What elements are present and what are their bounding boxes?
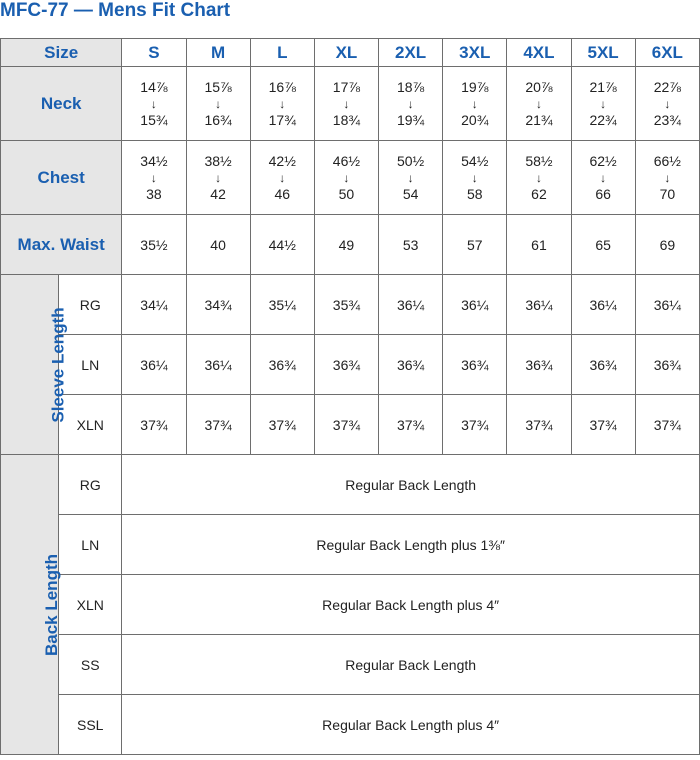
neck-to-value: 17¾ (268, 111, 296, 128)
sleeve-length-value: 36¼ (379, 275, 443, 335)
sleeve-length-value: 37¾ (122, 395, 186, 455)
table-row (1, 67, 700, 141)
chest-to-value: 66 (595, 185, 611, 202)
chest-label: Chest (1, 141, 122, 215)
neck-range (636, 78, 699, 130)
arrow-down-icon: ↓ (407, 96, 414, 111)
chest-range (122, 152, 185, 204)
max-waist-value: 35½ (122, 215, 186, 275)
neck-from-value: 16⅞ (268, 78, 296, 95)
sleeve-fit-code: XLN (59, 395, 122, 455)
chest-range (636, 152, 699, 204)
max-waist-value: 57 (443, 215, 507, 275)
neck-from-value: 22⅞ (653, 78, 681, 95)
sleeve-length-group (1, 275, 68, 455)
sleeve-length-value: 37¾ (186, 395, 250, 455)
sleeve-length-value: 37¾ (443, 395, 507, 455)
size-column-header: L (250, 39, 314, 67)
chest-range-cell (122, 141, 186, 215)
arrow-down-icon: ↓ (471, 96, 478, 111)
neck-from-value: 14⅞ (140, 78, 168, 95)
back-length-group (1, 455, 62, 755)
back-length-description: Regular Back Length plus 4″ (122, 575, 700, 635)
arrow-down-icon: ↓ (664, 96, 671, 111)
arrow-down-icon: ↓ (535, 170, 542, 185)
sleeve-length-label: Sleeve Length (48, 306, 68, 423)
max-waist-value: 53 (379, 215, 443, 275)
chest-range-cell (571, 141, 635, 215)
size-column-header: M (186, 39, 250, 67)
neck-from-value: 19⅞ (461, 78, 489, 95)
chest-from-value: 62½ (589, 152, 617, 169)
sleeve-fit-code: RG (59, 275, 122, 335)
chest-to-value: 50 (338, 185, 355, 202)
neck-range-cell (507, 67, 571, 141)
chest-to-value: 38 (146, 185, 162, 202)
sleeve-length-value: 36¾ (507, 335, 571, 395)
size-column-header: 6XL (635, 39, 699, 67)
sleeve-length-value: 37¾ (379, 395, 443, 455)
neck-from-value: 18⅞ (396, 78, 425, 95)
sleeve-length-value: 36¼ (507, 275, 571, 335)
sleeve-length-value: 36¾ (379, 335, 443, 395)
chest-to-value: 42 (210, 185, 226, 202)
chest-range-cell (635, 141, 699, 215)
back-length-description: Regular Back Length (122, 455, 700, 515)
arrow-down-icon: ↓ (407, 170, 414, 185)
chart-title: MFC-77 — Mens Fit Chart (0, 0, 231, 21)
chest-range-cell (507, 141, 571, 215)
table-row (1, 695, 700, 755)
arrow-down-icon: ↓ (343, 96, 350, 111)
size-column-header: XL (314, 39, 378, 67)
size-column-header: 3XL (443, 39, 507, 67)
sleeve-length-value: 36¾ (250, 335, 314, 395)
neck-from-value: 21⅞ (589, 78, 617, 95)
sleeve-fit-code: LN (59, 335, 122, 395)
arrow-down-icon: ↓ (343, 170, 350, 185)
neck-to-value: 22¾ (589, 111, 617, 128)
neck-range (122, 78, 185, 130)
chest-to-value: 54 (402, 185, 419, 202)
neck-from-value: 15⅞ (204, 78, 232, 95)
size-column-header: 2XL (379, 39, 443, 67)
sleeve-length-value: 36¼ (186, 335, 250, 395)
sleeve-length-value: 36¾ (571, 335, 635, 395)
neck-range-cell (122, 67, 186, 141)
chest-to-value: 62 (531, 185, 547, 202)
back-fit-code: LN (59, 515, 122, 575)
chest-range-cell (379, 141, 443, 215)
chest-to-value: 58 (466, 185, 483, 202)
chest-from-value: 54½ (461, 152, 489, 169)
neck-range-cell (314, 67, 378, 141)
chest-range-cell (186, 141, 250, 215)
back-length-description: Regular Back Length (122, 635, 700, 695)
back-length-description: Regular Back Length plus 4″ (122, 695, 700, 755)
table-row (1, 635, 700, 695)
sleeve-length-value: 35¾ (314, 275, 378, 335)
sleeve-length-value: 36¼ (122, 335, 186, 395)
chest-range-cell (314, 141, 378, 215)
table-row (1, 575, 700, 635)
fit-chart-table (0, 38, 700, 755)
back-fit-code: SSL (59, 695, 122, 755)
neck-range (443, 78, 506, 130)
arrow-down-icon: ↓ (471, 170, 478, 185)
chest-from-value: 34½ (140, 152, 168, 169)
neck-range (187, 78, 250, 130)
chest-from-value: 58½ (525, 152, 553, 169)
size-column-header: 4XL (507, 39, 571, 67)
chest-range (379, 152, 442, 204)
neck-to-value: 20¾ (461, 111, 489, 128)
max-waist-value: 44½ (250, 215, 314, 275)
sleeve-length-value: 37¾ (314, 395, 378, 455)
arrow-down-icon: ↓ (215, 170, 222, 185)
size-column-header: 5XL (571, 39, 635, 67)
chest-from-value: 38½ (204, 152, 232, 169)
back-fit-code: SS (59, 635, 122, 695)
neck-to-value: 18¾ (332, 111, 361, 128)
sleeve-length-value: 37¾ (507, 395, 571, 455)
neck-range-cell (186, 67, 250, 141)
neck-range (507, 78, 570, 130)
sleeve-length-value: 34¼ (122, 275, 186, 335)
chest-from-value: 46½ (332, 152, 361, 169)
table-row (1, 455, 700, 515)
chest-from-value: 66½ (653, 152, 681, 169)
chest-range (572, 152, 635, 204)
chest-range (507, 152, 570, 204)
max-waist-value: 65 (571, 215, 635, 275)
back-fit-code: RG (59, 455, 122, 515)
arrow-down-icon: ↓ (600, 96, 607, 111)
chest-from-value: 50½ (396, 152, 425, 169)
chest-range-cell (250, 141, 314, 215)
sleeve-length-value: 36¾ (635, 335, 699, 395)
back-length-description: Regular Back Length plus 1⅜″ (122, 515, 700, 575)
sleeve-length-value: 36¾ (314, 335, 378, 395)
chest-range-cell (443, 141, 507, 215)
arrow-down-icon: ↓ (150, 96, 157, 111)
neck-to-value: 16¾ (204, 111, 232, 128)
arrow-down-icon: ↓ (279, 170, 286, 185)
sleeve-length-value: 36¼ (443, 275, 507, 335)
table-row (1, 275, 700, 335)
table-row (1, 335, 700, 395)
arrow-down-icon: ↓ (150, 170, 157, 185)
neck-range (379, 78, 442, 130)
sleeve-length-value: 35¼ (250, 275, 314, 335)
arrow-down-icon: ↓ (279, 96, 286, 111)
neck-range (251, 78, 314, 130)
neck-range (315, 78, 378, 130)
chest-from-value: 42½ (268, 152, 296, 169)
neck-range-cell (443, 67, 507, 141)
table-row (1, 395, 700, 455)
neck-to-value: 15¾ (140, 111, 168, 128)
neck-from-value: 20⅞ (525, 78, 553, 95)
table-row (1, 39, 700, 67)
neck-range-cell (571, 67, 635, 141)
chest-range (187, 152, 250, 204)
chest-range (251, 152, 314, 204)
arrow-down-icon: ↓ (600, 170, 607, 185)
neck-from-value: 17⅞ (332, 78, 361, 95)
neck-range-cell (250, 67, 314, 141)
sleeve-length-value: 36¼ (571, 275, 635, 335)
back-length-label: Back Length (42, 553, 62, 656)
table-row (1, 141, 700, 215)
sleeve-length-value: 36¼ (635, 275, 699, 335)
neck-to-value: 21¾ (525, 111, 553, 128)
sleeve-length-value: 37¾ (635, 395, 699, 455)
neck-range (572, 78, 635, 130)
table-row (1, 215, 700, 275)
sleeve-length-value: 36¾ (443, 335, 507, 395)
arrow-down-icon: ↓ (664, 170, 671, 185)
arrow-down-icon: ↓ (215, 96, 222, 111)
max-waist-label: Max. Waist (1, 215, 122, 275)
table-row (1, 515, 700, 575)
neck-to-value: 23¾ (653, 111, 681, 128)
size-header: Size (1, 39, 122, 67)
max-waist-value: 69 (635, 215, 699, 275)
chest-to-value: 70 (659, 185, 676, 202)
max-waist-value: 49 (314, 215, 378, 275)
arrow-down-icon: ↓ (535, 96, 542, 111)
back-fit-code: XLN (59, 575, 122, 635)
max-waist-value: 61 (507, 215, 571, 275)
size-column-header: S (122, 39, 186, 67)
neck-range-cell (379, 67, 443, 141)
sleeve-length-value: 37¾ (250, 395, 314, 455)
chest-range (443, 152, 506, 204)
sleeve-length-value: 34¾ (186, 275, 250, 335)
max-waist-value: 40 (186, 215, 250, 275)
neck-label: Neck (1, 67, 122, 141)
sleeve-length-value: 37¾ (571, 395, 635, 455)
neck-to-value: 19¾ (396, 111, 425, 128)
chest-to-value: 46 (274, 185, 291, 202)
neck-range-cell (635, 67, 699, 141)
chest-range (315, 152, 378, 204)
